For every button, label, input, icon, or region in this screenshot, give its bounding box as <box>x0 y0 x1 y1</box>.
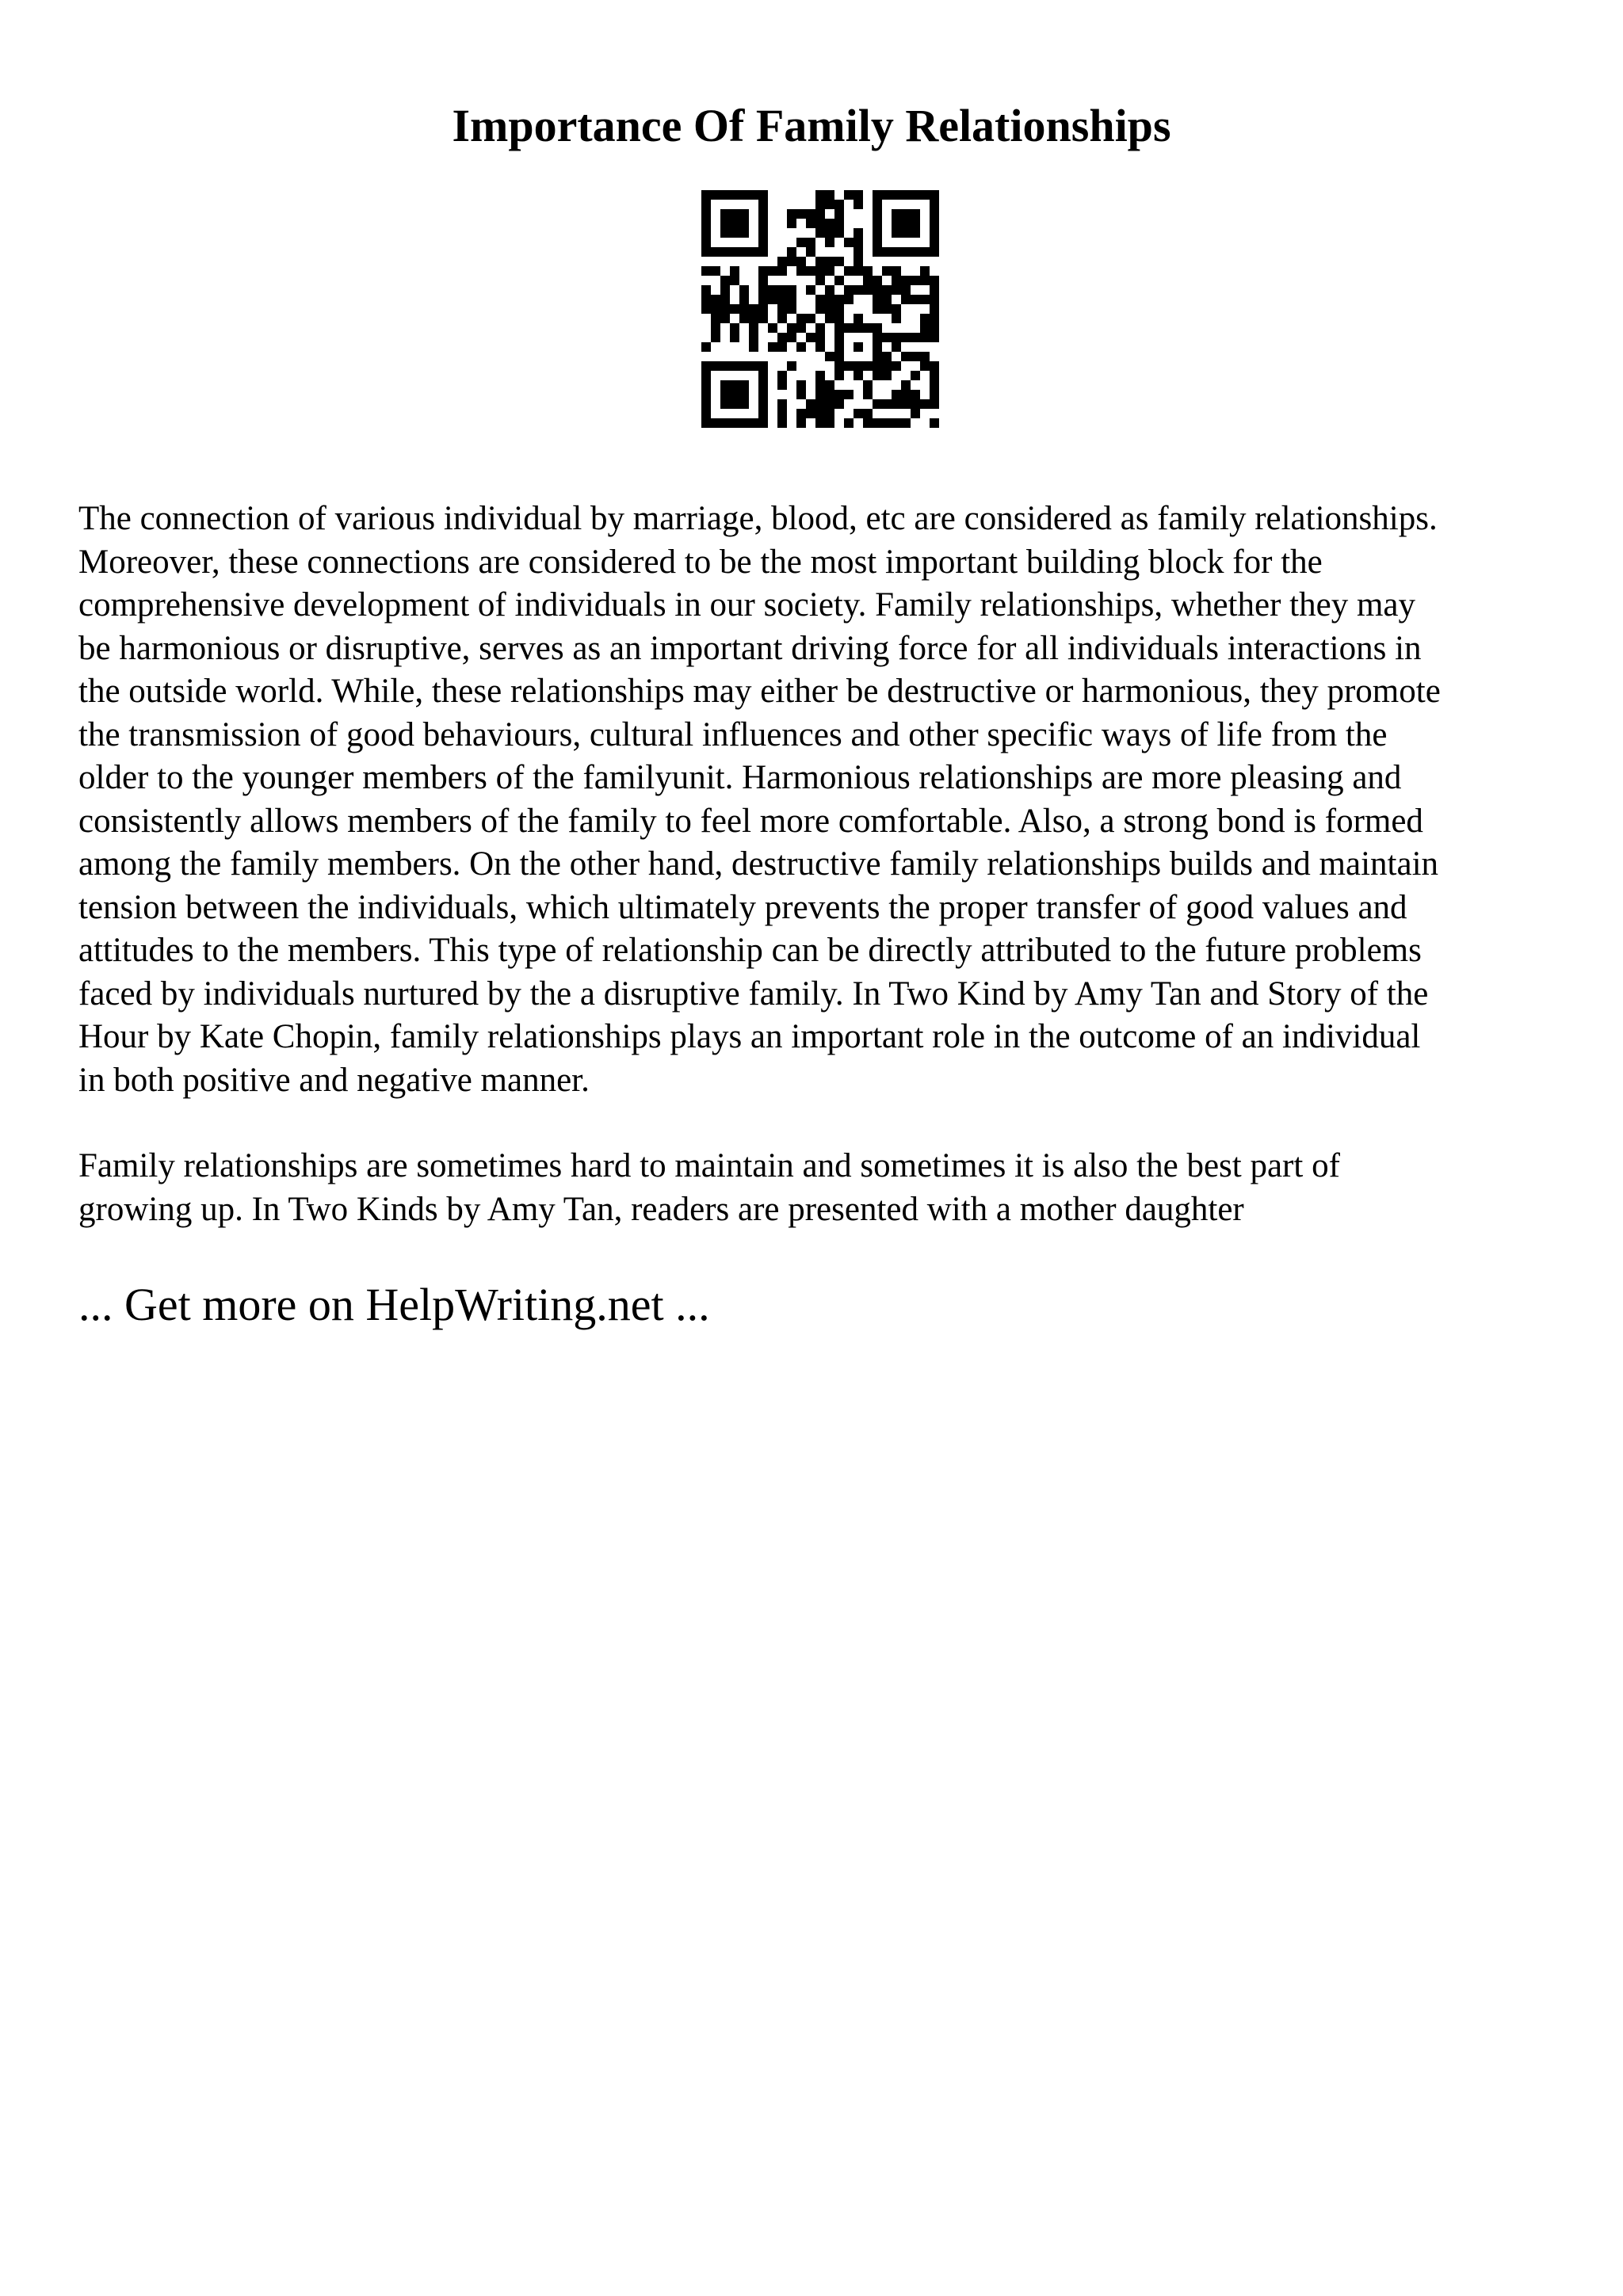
paragraph-1 <box>78 498 1568 1102</box>
text-line: faced by individuals nurtured by the a disruptive family. In Two Kind by Amy Tan and Story of the <box>78 974 1429 1013</box>
text-line: The connection of various individual by marriage, blood, etc are considered as family relationships. <box>78 500 1438 537</box>
text-line: tension between the individuals, which ultimately prevents the proper transfer of good values and <box>78 888 1407 926</box>
text-line: Moreover, these connections are considered to be the most important building block for the <box>78 543 1323 581</box>
text-line: the outside world. While, these relationships may either be destructive or harmonious, they promote <box>78 673 1441 710</box>
page-title: Importance Of Family Relationships <box>452 100 1171 151</box>
text-line: among the family members. On the other hand, destructive family relationships builds and maintain <box>78 845 1439 883</box>
get-more-link[interactable]: ... Get more on HelpWriting.net ... <box>78 1279 710 1330</box>
text-line: comprehensive development of individuals in our society. Family relationships, whether they may <box>78 586 1415 624</box>
paragraph-2 <box>78 1145 1568 1231</box>
text-line: older to the younger members of the familyunit. Harmonious relationships are more pleasing and <box>78 759 1402 796</box>
text-line: be harmonious or disruptive, serves as an important driving force for all individuals interactions in <box>78 629 1422 667</box>
text-line: the transmission of good behaviours, cultural influences and other specific ways of life from the <box>78 715 1388 753</box>
text-line: in both positive and negative manner. <box>78 1061 590 1099</box>
text-line: Hour by Kate Chopin, family relationships plays an important role in the outcome of an individual <box>78 1018 1421 1055</box>
article-body <box>78 498 1568 1231</box>
text-line: growing up. In Two Kinds by Amy Tan, readers are presented with a mother daughter <box>78 1190 1244 1228</box>
text-line: Family relationships are sometimes hard to maintain and sometimes it is also the best part of <box>78 1147 1340 1184</box>
qr-code-icon <box>701 190 939 428</box>
text-line: consistently allows members of the family to feel more comfortable. Also, a strong bond is formed <box>78 802 1423 840</box>
text-line: attitudes to the members. This type of relationship can be directly attributed to the future problems <box>78 932 1422 969</box>
